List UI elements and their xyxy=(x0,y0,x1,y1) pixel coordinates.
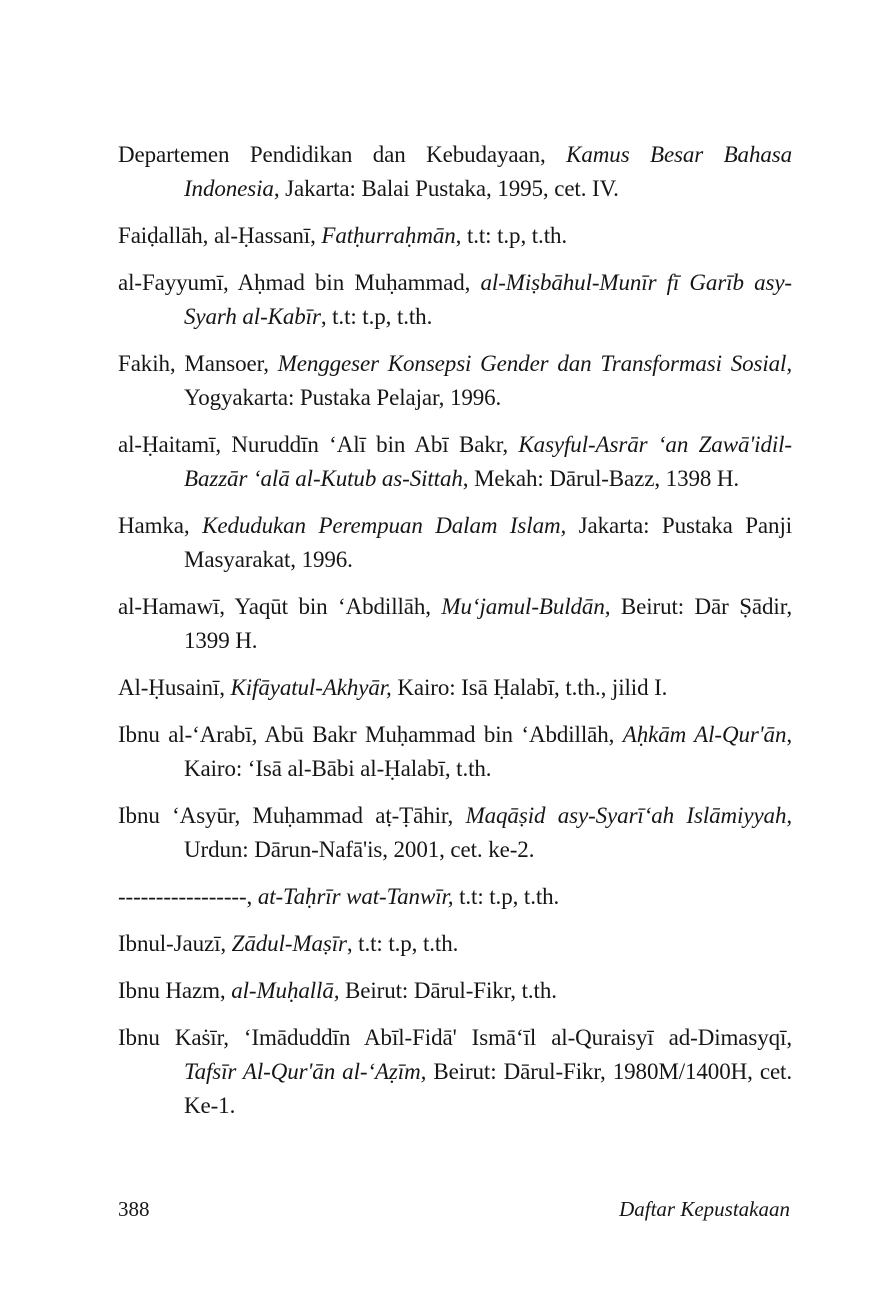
page-footer xyxy=(118,1194,790,1224)
entry-title-segment: Maqāṣid asy-Syarī‘ah Islāmiyyah, xyxy=(465,803,792,828)
bibliography-entry xyxy=(118,799,792,867)
entry-title-segment: al-Miṣbāhul-Munīr fī Garīb asy-Syarh al-Kabīr xyxy=(184,270,792,329)
entry-text-segment: Beirut: Dārul-Fikr, 1980M/1400H, cet. Ke-1. xyxy=(184,1059,792,1118)
entry-text-segment: Kairo: Isā Ḥalabī, t.th., jilid I. xyxy=(391,675,668,700)
bibliography-entry xyxy=(118,219,792,253)
entry-title-segment: at-Taḥrīr wat-Tanwīr, xyxy=(257,884,454,909)
entry-text-segment: Ibnul-Jauzī, xyxy=(118,931,232,956)
bibliography-entry xyxy=(118,347,792,415)
entry-title-segment: Zādul-Maṣīr xyxy=(231,931,347,956)
page-number: 388 xyxy=(118,1197,150,1221)
entry-text-segment: Urdun: Dārun-Nafā'is, 2001, cet. ke-2. xyxy=(184,837,535,862)
entry-text-segment: Departemen Pendidikan dan Kebudayaan, xyxy=(118,142,567,167)
bibliography-list xyxy=(118,138,792,1136)
bibliography-entry xyxy=(118,590,792,658)
entry-text-segment: Beirut: Dār Ṣādir, 1399 H. xyxy=(184,594,792,653)
entry-text-segment: , t.t: t.p, t.th. xyxy=(455,223,568,248)
entry-text-segment: Ibnu ‘Asyūr, Muḥammad aṭ-Ṭāhir, xyxy=(118,803,466,828)
bibliography-entry xyxy=(118,1021,792,1123)
bibliography-entry xyxy=(118,974,792,1008)
entry-title-segment: Kedudukan Perempuan Dalam Islam, xyxy=(202,513,567,538)
entry-text-segment: Ibnu Kaṡīr, ‘Imāduddīn Abīl-Fidā' Ismā‘īl al-Quraisyī ad-Dimasyqī, xyxy=(118,1025,792,1050)
entry-text-segment: Ibnu Hazm, xyxy=(118,978,232,1003)
entry-title-segment: Fatḥurraḥmān xyxy=(321,223,456,248)
entry-title-segment: Menggeser Konsepsi Gender dan Transformasi Sosial, xyxy=(277,351,792,376)
entry-text-segment: Hamka, xyxy=(118,513,203,538)
entry-title-segment: Kifāyatul-Akhyār, xyxy=(230,675,392,700)
entry-text-segment: Al-Ḥusainī, xyxy=(118,675,231,700)
entry-text-segment: Yogyakarta: Pustaka Pelajar, 1996. xyxy=(184,385,502,410)
entry-text-segment: -----------------, xyxy=(118,884,258,909)
entry-text-segment: t.t: t.p, t.th. xyxy=(453,884,560,909)
entry-text-segment: Ibnu al-‘Arabī, Abū Bakr Muḥammad bin ‘Abdillāh, xyxy=(118,722,623,747)
entry-title-segment: Kasyful-Asrār ‘an Zawā'idil-Bazzār ‘alā al-Kutub as-Sittah xyxy=(184,432,792,491)
bibliography-entry xyxy=(118,266,792,334)
entry-text-segment: al-Ḥaitamī, Nuruddīn ‘Alī bin Abī Bakr, xyxy=(118,432,519,457)
entry-title-segment: Aḥkām Al-Qur'ān xyxy=(622,722,787,747)
entry-text-segment: al-Fayyumī, Aḥmad bin Muḥammad, xyxy=(118,270,481,295)
bibliography-entry xyxy=(118,718,792,786)
entry-text-segment: , t.t: t.p, t.th. xyxy=(346,931,459,956)
bibliography-entry xyxy=(118,138,792,206)
bibliography-entry xyxy=(118,671,792,705)
entry-title-segment: Kamus Besar Bahasa Indonesia xyxy=(184,142,793,201)
entry-title-segment: Tafsīr Al-Qur'ān al-‘Aẓīm, xyxy=(184,1059,427,1084)
bibliography-entry xyxy=(118,509,792,577)
entry-text-segment: Faiḍallāh, al-Ḥassanī, xyxy=(118,223,322,248)
entry-text-segment: , Mekah: Dārul-Bazz, 1398 H. xyxy=(462,466,740,491)
running-footer-title: Daftar Kepustakaan xyxy=(619,1197,790,1221)
bibliography-entry xyxy=(118,880,792,914)
entry-title-segment: al-Muḥallā, xyxy=(231,978,340,1003)
entry-text-segment: Beirut: Dārul-Fikr, t.th. xyxy=(339,978,557,1003)
entry-title-segment: Mu‘jamul-Buldān, xyxy=(441,594,611,619)
entry-text-segment: , Kairo: ‘Isā al-Bābi al-Ḥalabī, t.th. xyxy=(184,722,793,781)
bibliography-entry xyxy=(118,428,792,496)
bibliography-entry xyxy=(118,927,792,961)
entry-text-segment: , Jakarta: Balai Pustaka, 1995, cet. IV. xyxy=(273,176,619,201)
entry-text-segment: Fakih, Mansoer, xyxy=(118,351,278,376)
entry-text-segment: Jakarta: Pustaka Panji Masyarakat, 1996. xyxy=(184,513,793,572)
entry-text-segment: , t.t: t.p, t.th. xyxy=(320,304,433,329)
entry-text-segment: al-Hamawī, Yaqūt bin ‘Abdillāh, xyxy=(118,594,442,619)
